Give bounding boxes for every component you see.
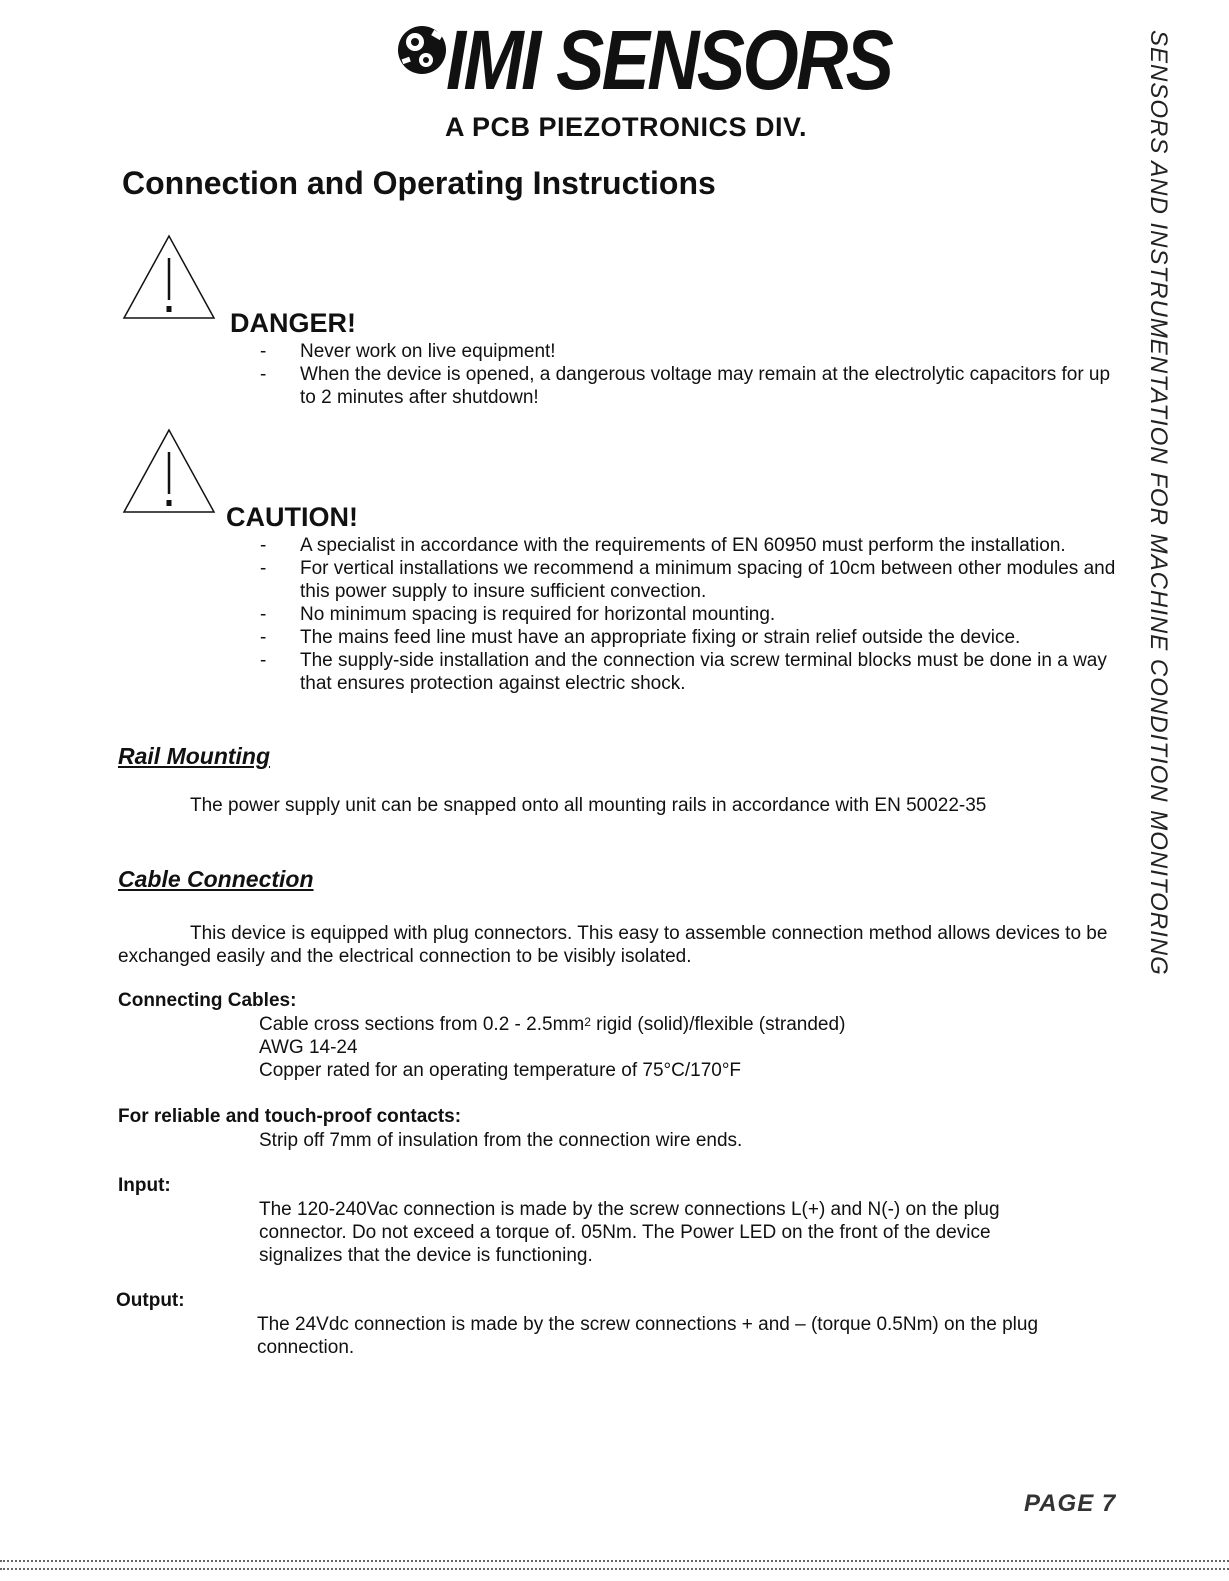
page-bottom-border	[0, 1560, 1229, 1570]
connecting-cables-label: Connecting Cables:	[118, 990, 297, 1011]
danger-heading: DANGER!	[230, 308, 356, 338]
side-banner	[1140, 30, 1176, 1010]
list-item: - The supply-side installation and the connection via screw terminal blocks must be done in a way that ensures protection against electric shock.	[260, 649, 1130, 695]
caution-heading: CAUTION!	[226, 502, 358, 532]
logo-wordmark: IMI SENSORS	[446, 13, 892, 107]
list-item: - Never work on live equipment!	[260, 340, 1130, 363]
logo-subtitle: A PCB PIEZOTRONICS DIV.	[445, 112, 808, 142]
rail-mounting-heading: Rail Mounting	[118, 743, 271, 769]
cable-connection-heading: Cable Connection	[118, 866, 314, 892]
page-title: Connection and Operating Instructions	[122, 165, 716, 201]
output-label: Output:	[116, 1290, 185, 1311]
list-item: - For vertical installations we recommend a minimum spacing of 10cm between other modules and this power supply to insure sufficient convection.	[260, 557, 1130, 603]
copper-rating-line: Copper rated for an operating temperature of 75°C/170°F	[259, 1060, 742, 1081]
caution-list	[260, 534, 1130, 695]
warning-triangle-icon	[120, 428, 218, 514]
rail-mounting-text: The power supply unit can be snapped onto all mounting rails in accordance with EN 50022-35	[190, 795, 987, 816]
contacts-text: Strip off 7mm of insulation from the connection wire ends.	[259, 1130, 743, 1151]
contacts-label: For reliable and touch-proof contacts:	[118, 1106, 462, 1127]
input-label: Input:	[118, 1175, 171, 1196]
list-item: - The mains feed line must have an appropriate fixing or strain relief outside the device.	[260, 626, 1130, 649]
cable-connection-intro: This device is equipped with plug connectors. This easy to assemble connection method allows devices to be exchanged easily and the electrical connection to be visibly isolated.	[118, 923, 1108, 967]
awg-line: AWG 14-24	[259, 1037, 358, 1058]
side-banner-text: SENSORS AND INSTRUMENTATION FOR MACHINE CONDITION MONITORING	[1145, 30, 1172, 976]
list-item: - When the device is opened, a dangerous voltage may remain at the electrolytic capacitors for up to 2 minutes after shutdown!	[260, 363, 1130, 409]
connecting-cables-details	[259, 1013, 845, 1082]
input-text: The 120-240Vac connection is made by the screw connections L(+) and N(-) on the plug connector. Do not exceed a torque of. 05Nm. The Power LED on the front of the device signalizes that the device is functioning.	[259, 1199, 1000, 1266]
list-item: - No minimum spacing is required for horizontal mounting.	[260, 603, 1130, 626]
output-text: The 24Vdc connection is made by the screw connections + and – (torque 0.5Nm) on the plug connection.	[257, 1314, 1039, 1358]
gear-emblem-icon	[396, 24, 448, 76]
page-number: PAGE 7	[1024, 1490, 1117, 1517]
warning-triangle-icon	[120, 234, 218, 320]
cable-cross-section-line: Cable cross sections from $0.2 - 2.5mm^2$ rigid (solid)/flexible (stranded)	[259, 1014, 846, 1035]
list-item: - A specialist in accordance with the requirements of EN 60950 must perform the installation.	[260, 534, 1130, 557]
danger-list	[260, 340, 1130, 409]
